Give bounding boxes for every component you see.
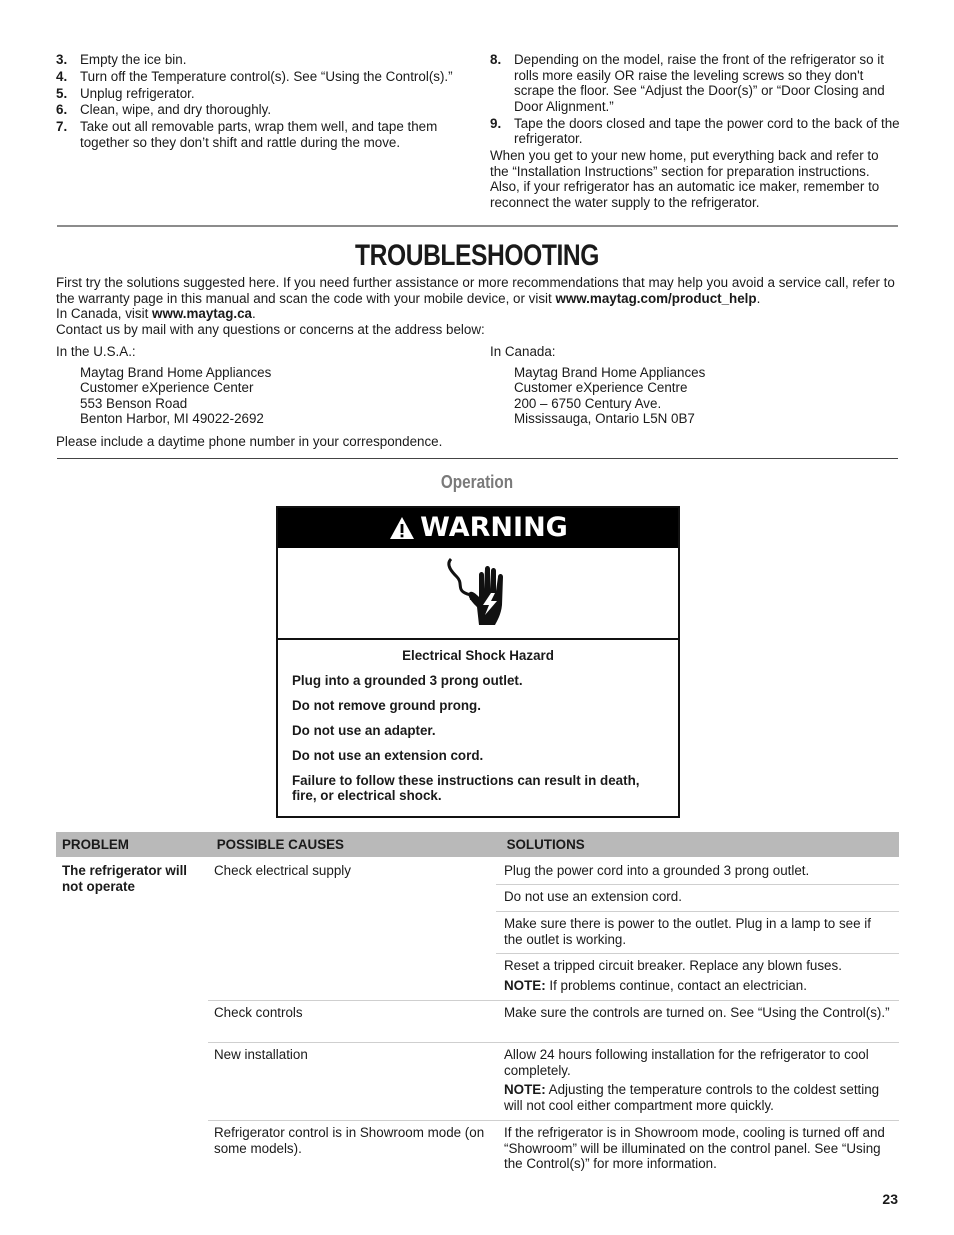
warning-item: Do not remove ground prong. [292,697,481,713]
list-item: 7. Take out all removable parts, wrap them well, and tape them together so they don’t shift and rattle during the move. [56,119,438,150]
warning-icon-area [278,548,678,640]
row-divider [208,1042,899,1043]
row-divider [496,911,899,912]
row-divider [496,884,899,885]
solution-cell: Make sure there is power to the outlet. Plug in a lamp to see if the outlet is working. [504,916,871,947]
note: NOTE: If problems continue, contact an electrician. [504,977,807,993]
intro-text [56,275,906,337]
address-line: Customer eXperience Centre [514,380,688,396]
list-item: 8. Depending on the model, raise the front of the refrigerator so it rolls more easily OR raise the leveling screws so they don't scrape the floor. See “Adjust the Door(s)” or “Door Closing and Door Alignment.” [490,52,885,114]
solution-cell: Reset a tripped circuit breaker. Replace any blown fuses. NOTE: If problems continue, contact an electrician. [504,958,892,993]
warning-title: WARNING [420,512,568,544]
header-solutions: SOLUTIONS [506,836,585,852]
warning-body [278,640,678,804]
address-line: Maytag Brand Home Appliances [80,364,272,380]
cause-cell: Check electrical supply [214,863,351,878]
list-item: 4. Turn off the Temperature control(s). See “Using the Control(s).” [56,68,453,84]
address-line: Benton Harbor, MI 49022-2692 [80,411,264,427]
row-divider [208,1000,899,1001]
warning-triangle-icon [388,514,416,542]
solution-cell: Plug the power cord into a grounded 3 prong outlet. [504,863,810,878]
address-usa [56,344,456,427]
list-item: 6. Clean, wipe, and dry thoroughly. [56,102,272,118]
intro-paragraph: First try the solutions suggested here. If you need further assistance or more recommendations that may help you avoid a service call, refer to the warranty page in this manual and scan the code with your mobile device, or visit www.maytag.com/product_help. [56,275,895,306]
warning-item: Failure to follow these instructions can result in death, fire, or electrical shock. [292,772,640,804]
page-number: 23 [882,1191,898,1207]
solution-cell: If the refrigerator is in Showroom mode, cooling is turned off and “Showroom” will be illuminated on the control panel. See “Using the Control(s)” for more information. [504,1125,885,1172]
row-divider [208,1120,899,1121]
address-label: In Canada: [490,344,556,359]
address-line: Maytag Brand Home Appliances [514,364,706,380]
list-item: 5. Unplug refrigerator. [56,85,195,101]
warning-header [278,508,678,548]
divider [57,458,898,459]
row-divider [496,953,899,954]
hazard-title: Electrical Shock Hazard [402,648,554,663]
contact-text: Contact us by mail with any questions or concerns at the address below: [56,321,485,337]
troubleshooting-table [56,832,899,1172]
header-problem: PROBLEM [62,836,129,852]
note: NOTE: Adjusting the temperature controls to the coldest setting will not cool either compartment more quickly. [504,1082,880,1113]
moving-steps-left [56,52,466,152]
warning-item: Do not use an extension cord. [292,747,484,763]
maytag-ca-link[interactable]: www.maytag.ca [152,306,253,322]
cause-cell: Check controls [214,1005,303,1020]
list-item: 9. Tape the doors closed and tape the power cord to the back of the refrigerator. [490,115,900,147]
address-label: In the U.S.A.: [56,344,136,359]
solution-cell: Make sure the controls are turned on. See “Using the Control(s).” [504,1005,890,1020]
header-causes: POSSIBLE CAUSES [216,836,344,852]
section-divider [57,225,898,227]
warning-box [276,506,680,818]
cause-cell: Refrigerator control is in Showroom mode (on some models). [214,1125,485,1156]
address-line: Customer eXperience Center [80,380,254,396]
warning-item: Plug into a grounded 3 prong outlet. [292,672,523,688]
address-line: 553 Benson Road [80,395,188,411]
address-line: Mississauga, Ontario L5N 0B7 [514,411,695,427]
canada-visit: In Canada, visit www.maytag.ca. [56,306,256,322]
phone-note: Please include a daytime phone number in your correspondence. [56,434,443,449]
address-line: 200 – 6750 Century Ave. [514,395,662,411]
moving-steps-right [490,52,900,210]
solution-cell: Allow 24 hours following installation for the refrigerator to cool completely. NOTE: Adjusting the temperature controls to the coldest setting will not cool either compartment more quickly. [504,1047,892,1113]
electrical-shock-hand-icon [443,555,513,631]
page-title: TROUBLESHOOTING [355,239,599,272]
list-item: 3. Empty the ice bin. [56,52,187,67]
product-help-link[interactable]: www.maytag.com/product_help [555,290,757,306]
moving-note: When you get to your new home, put everything back and refer to the “Installation Instructions” section for preparation instructions. Also, if your refrigerator has an automatic ice maker, remember to reconnect the water supply to the refrigerator. [490,147,880,210]
address-canada [490,344,890,427]
cause-cell: New installation [214,1047,308,1062]
problem-cell: The refrigerator will not operate [62,863,188,894]
solution-cell: Do not use an extension cord. [504,889,682,904]
warning-item: Do not use an adapter. [292,722,436,738]
table-header [56,832,899,857]
subheading-operation: Operation [440,472,514,492]
